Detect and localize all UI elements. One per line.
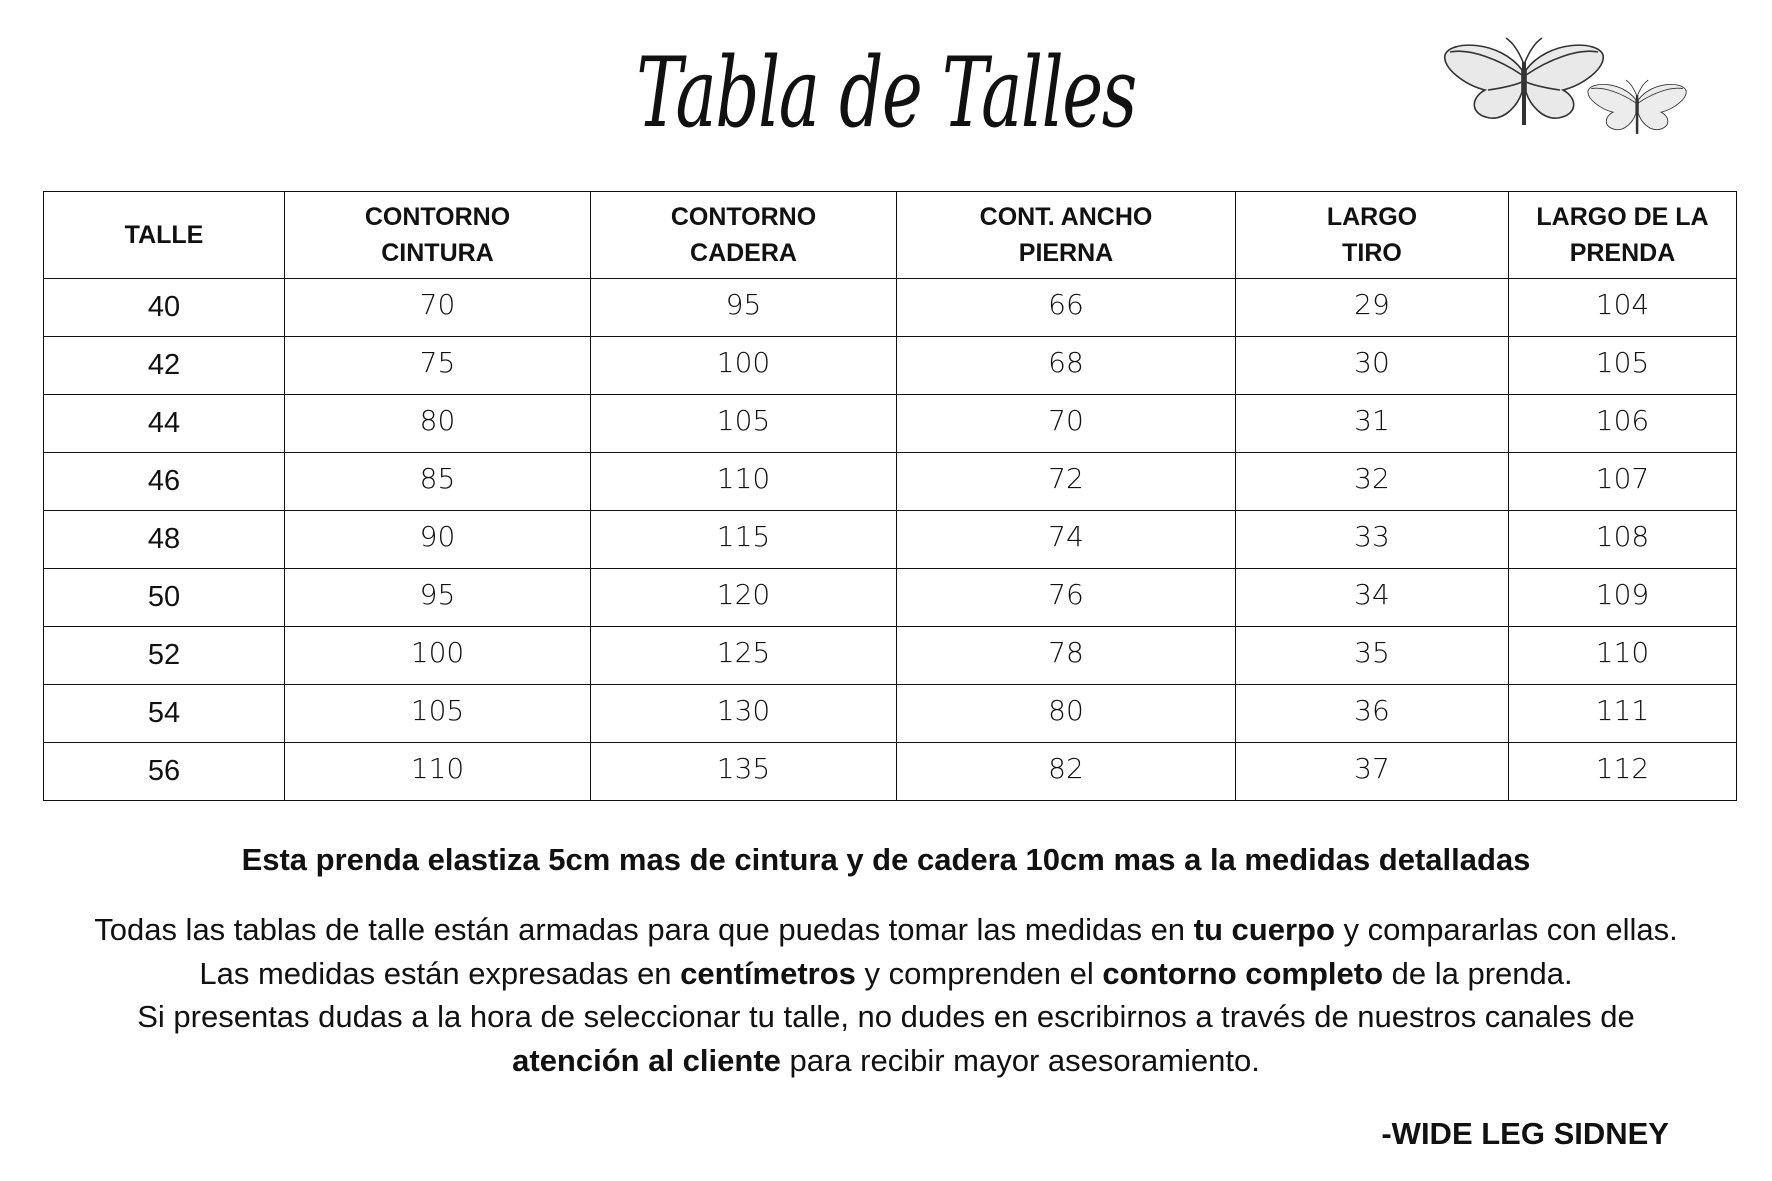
product-signature: -WIDE LEG SIDNEY: [1381, 1116, 1669, 1151]
table-cell: 80: [897, 685, 1236, 743]
table-row: [44, 743, 1737, 801]
table-cell: 115: [591, 511, 897, 569]
table-row: [44, 279, 1737, 337]
table-cell: 105: [1509, 337, 1737, 395]
table-cell: 112: [1509, 743, 1737, 801]
table-cell: 31: [1236, 395, 1509, 453]
info-text: y compararlas con ellas.: [1334, 912, 1678, 947]
table-cell: 74: [897, 511, 1236, 569]
table-cell: 80: [285, 395, 591, 453]
table-cell: 78: [897, 627, 1236, 685]
butterflies-decoration: [1440, 30, 1710, 160]
info-emphasis: centímetros: [680, 955, 856, 991]
stretch-note: Esta prenda elastiza 5cm mas de cintura y de cadera 10cm mas a la medidas detalladas: [241, 842, 1531, 877]
info-text: Si presentas dudas a la hora de seleccionar tu talle, no dudes en escribirnos a través de nuestros canales de: [137, 999, 1635, 1034]
table-row: [44, 337, 1737, 395]
table-cell: 110: [1509, 627, 1737, 685]
page-title: Tabla de Talles: [636, 37, 1136, 149]
table-cell: 108: [1509, 511, 1737, 569]
table-cell: 120: [591, 569, 897, 627]
table-cell: 105: [285, 685, 591, 743]
size-cell: 44: [44, 395, 285, 453]
info-emphasis: contorno completo: [1102, 955, 1384, 991]
table-cell: 110: [591, 453, 897, 511]
size-cell: 52: [44, 627, 285, 685]
info-text: para recibir mayor asesoramiento.: [780, 1042, 1260, 1078]
info-text: Las medidas están expresadas en: [199, 955, 681, 991]
info-text: de la prenda.: [1383, 955, 1573, 991]
size-cell: 42: [44, 337, 285, 395]
table-cell: 135: [591, 743, 897, 801]
column-header-largo-tiro: LARGO TIRO: [1236, 192, 1509, 279]
table-cell: 66: [897, 279, 1236, 337]
table-cell: 110: [285, 743, 591, 801]
butterfly-icon: [1588, 80, 1686, 134]
table-cell: 70: [285, 279, 591, 337]
table-cell: 70: [897, 395, 1236, 453]
table-row: [44, 395, 1737, 453]
info-emphasis: atención al cliente: [512, 1042, 781, 1078]
table-cell: 72: [897, 453, 1236, 511]
table-cell: 68: [897, 337, 1236, 395]
column-header-contorno-cintura: CONTORNO CINTURA: [285, 192, 591, 279]
table-row: [44, 511, 1737, 569]
size-cell: 46: [44, 453, 285, 511]
info-emphasis: tu cuerpo: [1193, 912, 1335, 947]
table-cell: 100: [285, 627, 591, 685]
table-cell: 35: [1236, 627, 1509, 685]
size-cell: 50: [44, 569, 285, 627]
table-row: [44, 685, 1737, 743]
table-row: [44, 569, 1737, 627]
size-cell: 48: [44, 511, 285, 569]
table-cell: 75: [285, 337, 591, 395]
table-cell: 85: [285, 453, 591, 511]
table-header-row: [44, 192, 1737, 279]
table-cell: 37: [1236, 743, 1509, 801]
size-cell: 56: [44, 743, 285, 801]
table-cell: 95: [591, 279, 897, 337]
table-cell: 104: [1509, 279, 1737, 337]
table-cell: 111: [1509, 685, 1737, 743]
table-cell: 106: [1509, 395, 1737, 453]
table-cell: 130: [591, 685, 897, 743]
column-header-largo-prenda: LARGO DE LA PRENDA: [1509, 192, 1737, 279]
column-header-talle: TALLE: [44, 192, 285, 279]
table-cell: 30: [1236, 337, 1509, 395]
table-cell: 90: [285, 511, 591, 569]
column-header-contorno-cadera: CONTORNO CADERA: [591, 192, 897, 279]
table-cell: 100: [591, 337, 897, 395]
size-cell: 40: [44, 279, 285, 337]
table-cell: 82: [897, 743, 1236, 801]
table-cell: 107: [1509, 453, 1737, 511]
info-paragraph: [40, 908, 1732, 1082]
table-cell: 109: [1509, 569, 1737, 627]
table-cell: 33: [1236, 511, 1509, 569]
table-cell: 105: [591, 395, 897, 453]
table-row: [44, 453, 1737, 511]
column-header-ancho-pierna: CONT. ANCHO PIERNA: [897, 192, 1236, 279]
table-cell: 32: [1236, 453, 1509, 511]
info-text: Todas las tablas de talle están armadas para que puedas tomar las medidas en: [94, 912, 1194, 947]
table-cell: 76: [897, 569, 1236, 627]
size-cell: 54: [44, 685, 285, 743]
table-cell: 125: [591, 627, 897, 685]
size-table: [43, 191, 1737, 801]
butterfly-icon: [1445, 38, 1604, 125]
info-text: y comprenden el: [855, 955, 1103, 991]
table-cell: 29: [1236, 279, 1509, 337]
table-cell: 36: [1236, 685, 1509, 743]
table-row: [44, 627, 1737, 685]
table-cell: 95: [285, 569, 591, 627]
table-cell: 34: [1236, 569, 1509, 627]
